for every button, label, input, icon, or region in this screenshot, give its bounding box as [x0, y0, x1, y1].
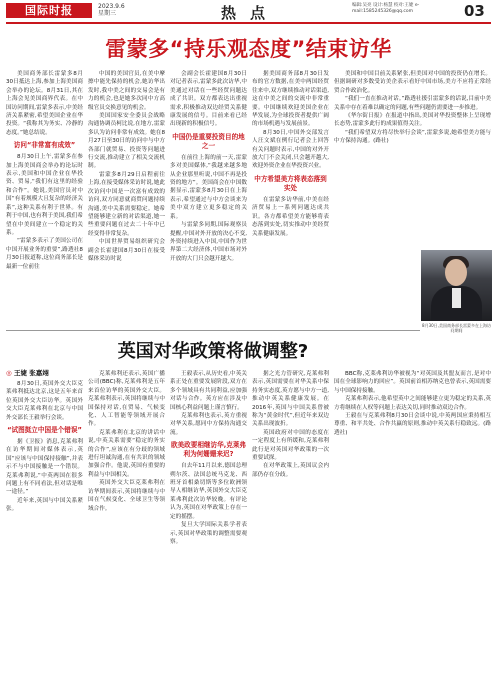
article2-column-4: [252, 370, 329, 680]
paragraph: 在雷蒙多访华前,中美在经济贸易上一系列问题达成共识。各方都希望美方能够将表态落到实处,切实推动中美经贸关系健康发展。: [252, 196, 329, 237]
article2-column-2: [88, 370, 165, 680]
paragraph: 王毅在与克莱弗利8月30日会谈中说,中英两国应秉持相互尊重、和平共处、合作共赢的原则,推动中英关系行稳致远。(路透社): [334, 413, 491, 436]
paragraph: 会副会长霍建国8月30日对记者表示,雷蒙多此次访华,中美通过对话在一些经贸问题达成了共识。双方都表达出重视需求,积极推动双边经贸关系健康发展的信号。目前来看已经出现新的积极信号。: [170, 71, 247, 128]
article1-column-3: [170, 70, 247, 326]
date-text: 2023.9.6: [98, 3, 125, 10]
paragraph: “雷蒙多表示了美国公司在中国开展业务的重要”,路透社8月30日报道称,这位商务部长是最新一位前往: [6, 238, 83, 270]
article1-column-4: [252, 70, 329, 326]
photo-caption: 8月30日,美国商务部长雷蒙多在上海访问期间: [422, 323, 491, 333]
paragraph: BBC称,克莱弗利访华被视为“对英国及其盟友而言,是对中国在全球影响力的回应”。英国前首相苏纳克也曾表示,英国需要与中国保持接触。: [334, 371, 491, 394]
paragraph: 在前往上海的前一天,雷蒙多对美国媒体,“我越来越多地从企业那里听说,中国不再是投资的地方”。美国商会在中国数据显示,雷蒙多8月30日在上海表示,希望通过与中方会谈来为美中双方建立更多稳定的关系。: [170, 154, 247, 220]
article1-column-5: [334, 70, 491, 245]
paragraph: 克莱弗利表示,他希望英中之间能够建立更为稳定的关系,英方将继续在人权等问题上表达关切,同时推动双边合作。: [334, 396, 491, 411]
paragraph: “我们希望双方将尽快举行会谈”,雷蒙多说,她希望美方能与中方保持沟通。(路社): [334, 129, 491, 145]
paragraph: 复旦大学国际关系学者表示,英国对华政策的调整需要观察。: [170, 522, 247, 545]
paragraph: 王毅表示,从历史看,中英关系正处在重要发展阶段,双方在多个领域具有共同利益,应加强对话与合作。英方应在涉及中国核心利益问题上谨言慎行。: [170, 371, 247, 411]
page-number: 03: [464, 2, 485, 20]
paragraph: 美国和中国目前关系紧张,但美国对中国的投资仍在增长。但据调研对多数受访美企表示看好中国市场,美方不应将正常经贸合作政治化。: [334, 71, 491, 94]
paragraph: 美国商务部长雷蒙多8月30日抵达上海,参加上海美国商会举办的论坛。8月31日,其在上海会见美国商界代表。在中国访问期间,雷蒙多表示,中美经济关系紧密,希望美国企业在华投资。“我称其为务实、冷静的态度。”她总结说。: [6, 71, 83, 136]
paragraph: 据美国商务部8月30日发布的官方数据,在美中两国经贸往来中,双方继续推动对话渠道,这在中美之间的交流中非常重要。中国继续欢迎美国企业在华发展,为全球投资者提供广阔的市场机遇与发展前景。: [252, 71, 329, 128]
paragraph: 英国政府对中国的态度在一定程度上有所缓和,克莱弗利此行是对英国对华政策的一次重要试探。: [252, 429, 329, 462]
paragraph: 据之光力管研究,克莱弗利表示,英国需要在对华关系中保持务实态度,英方愿与中方一道,推动中英关系健康发展。在2016年,英国与中国关系曾被称为“黄金时代”,但近年来双边关系出现波折。: [252, 371, 329, 428]
portrait-photo: [421, 250, 492, 321]
byline-authors: 王婕 张嘉翊: [13, 369, 49, 377]
paragraph: 与雷蒙多同期,国际观察员提醒,中国对外开放的决心不变,外资持续进入中国,中国作为世界第二大经济体,中国市场对外开放的大门只会越开越大。: [170, 222, 247, 262]
paragraph: 《华尔街日报》在报道中指出,美国对华投资整体上呈现增长态势,雷蒙多此行的成果值得关注。: [334, 113, 491, 128]
paragraph: 近年来,英国与中国关系紧张。: [6, 497, 83, 513]
paragraph: 克莱弗利在北京的讲话中说,中英关系需要“稳定的务实的合作”,应该在有分歧的领域进行坦诚沟通,在有共识的领域加强合作。他说,英国有重要的利益与中国相关。: [88, 429, 165, 478]
headline-main: 雷蒙多“持乐观态度”结束访华: [105, 37, 392, 61]
article1-column-1: [6, 70, 83, 326]
paragraph: 英国外交大臣克莱弗利在访华期间表示,英国将继续与中国在气候变化、全球卫生等领域合作。: [88, 480, 165, 512]
paragraph: 据《卫报》消息,克莱弗利在访华期间对媒体表示,英国“应该与中国保持接触”,并表示不与中国接触是一个错误。克莱弗利说,“中英两国在很多问题上有不同看法,但对话是唯一途径。”: [6, 439, 83, 496]
paragraph: 在对华政策上,英国议会内部仍存在分歧。: [252, 463, 329, 478]
paragraph: 8月30日,英国外交大臣克莱弗利抵达北京,这是五年来首位英国外交大臣访华。英国外交大臣克莱弗利在北京与中国外交部长王毅举行会谈。: [6, 381, 83, 421]
paragraph: 中国的美国官员,在美中摩擦中能先保持的机会,她访华出发时,我中美之间的交易会是有力的机会,也是她多次同中方高级官员交换意见的机会。: [88, 71, 165, 111]
paragraph: 8月30日,中国外交部发言人汪文斌在例行记者会上回答有关问题时表示,中国的对外开放大门不会关闭,只会越开越大,欢迎外资企业在华投资兴业。: [252, 129, 329, 170]
byline-marker-icon: ◎: [6, 369, 14, 377]
subheading: 中国仍是重要投资目的地之一: [172, 132, 245, 150]
article1-column-2: [88, 70, 165, 326]
subheading: “试图挺立中国是个错误”: [7, 426, 82, 435]
header-divider: [6, 22, 491, 24]
article2-column-5: [334, 370, 491, 680]
section-divider: [6, 330, 420, 331]
section-title: 热点: [220, 4, 279, 22]
subheading: 中方希望美方将表态落到实处: [254, 174, 327, 192]
paragraph: 克莱弗利也表示,英方重视对华关系,愿同中方保持沟通交流。: [170, 413, 247, 436]
weekday-text: 星期三: [98, 10, 117, 17]
paragraph: 自去年11月以来,德国总理朔尔茨、法国总统马克龙、西班牙首相桑切斯等多位欧洲领导人相继访华,英国外交大臣克莱弗利此次访华较晚。有评论认为,英国在对华政策上存在一定的摇摆。: [170, 463, 247, 520]
paragraph: 克莱弗利还表示,英国广播公司(BBC)称,克莱弗利是五年来首位访华的英国外交大臣。克莱弗利表示,英国将继续与中国保持对话,在贸易、气候变化、人工智能等领域开展合作。: [88, 371, 165, 428]
paragraph: “我们一直在推动对话。”路透社援引雷蒙多的话说,目前中美关系中存在着难以确定的问题,有些问题仍需要进一步推进。: [334, 96, 491, 111]
article2-column-3: [170, 370, 247, 680]
byline: [6, 368, 49, 377]
paragraph: 中国世界贸易组织研究会副会长霍建国8月30日在接受媒体采访时说: [88, 239, 165, 262]
article2-column-1: [6, 380, 83, 680]
issue-date: [98, 3, 125, 17]
paragraph: 雷蒙多8月29日启程前往上海,在接受媒体采访时说,她此次访问中国是一次富有成效的访问,双方同意就商贸问题持续沟通,美中关系需要稳定。她希望能够建立新的对话渠道,她一些重要问题在过去二十年中已经变得非常复杂。: [88, 171, 165, 237]
paragraph: 8月30日上午,雷蒙多在参加上海美国商会举办的论坛时表示,美国和中国企业在华投资、贸易,“我们有这里的经验和合作”。她说,美国官员对中国“有着规模大且复杂的经济关系”,这种关系有利于世界。有利于中国,也有利于美国,我们希望在中美间建立一个稳定的关系。: [6, 154, 83, 236]
subheading: 欧美政要相继访华,克莱弗利为何姗姗来迟?: [170, 441, 247, 459]
subheading: 访问“非常富有成效”: [13, 141, 76, 150]
masthead-logo: 国际时报: [6, 3, 92, 18]
paragraph: 美国国家安全委员会战略沟通协调员柯比说,在地方,雷蒙多认为访问非常有成效。她在8月27日至30日的访问中与中方各部门就贸易、投资等问题进行交流,推动建立了相关交流机制。: [88, 113, 165, 170]
headline-secondary: 英国对华政策将做调整?: [117, 341, 309, 362]
editor-credits: 编辑:吴亮 设计:杨慧 校对:王婕 e-mail:1585245326@qq.com: [352, 3, 420, 14]
